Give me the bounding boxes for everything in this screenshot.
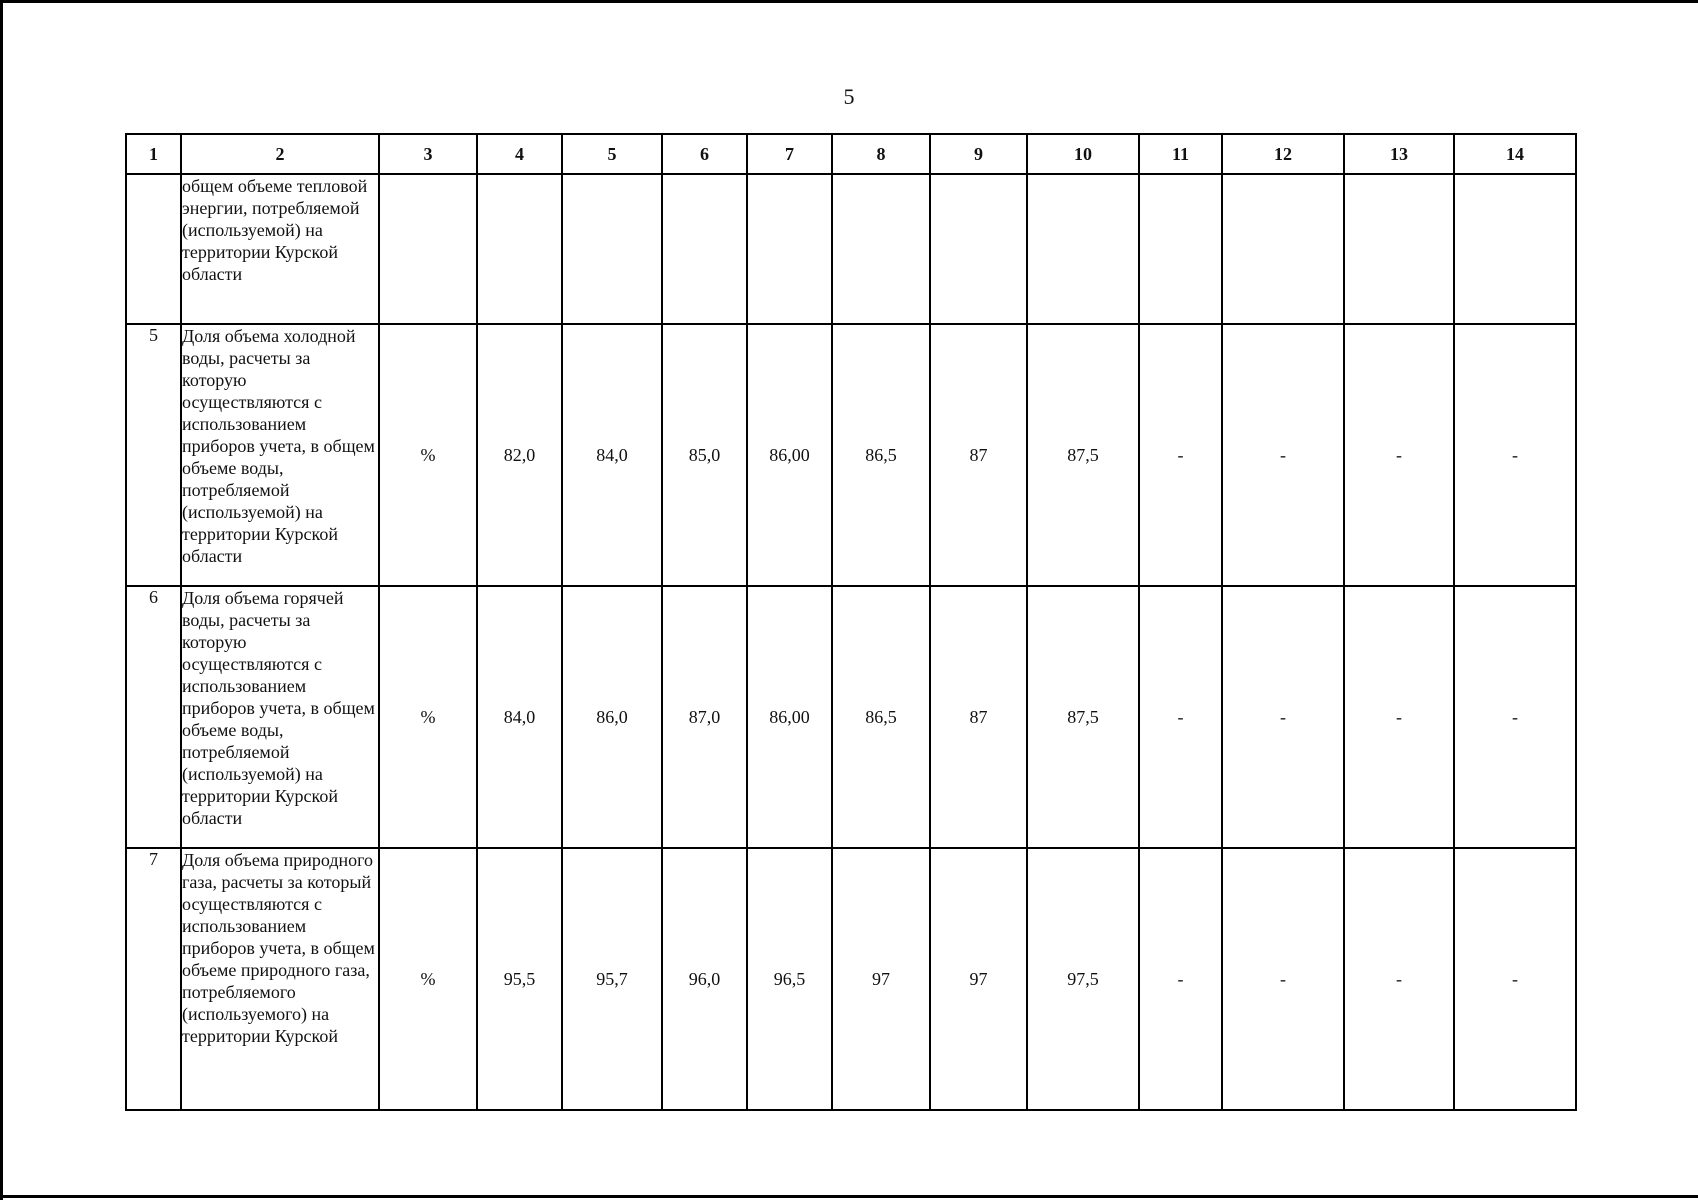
value-cell — [477, 174, 562, 324]
value-cell: 85,0 — [662, 324, 747, 586]
value-cell: - — [1454, 848, 1576, 1110]
table-row — [126, 324, 1576, 586]
unit-cell: % — [379, 848, 477, 1110]
column-header: 2 — [181, 134, 379, 174]
value-cell: - — [1139, 848, 1222, 1110]
column-header: 9 — [930, 134, 1027, 174]
column-header: 5 — [562, 134, 662, 174]
value-cell: - — [1454, 324, 1576, 586]
value-cell: 96,0 — [662, 848, 747, 1110]
value-cell: 87,0 — [662, 586, 747, 848]
scan-border-left — [0, 0, 3, 1200]
unit-cell: % — [379, 586, 477, 848]
value-cell: 95,7 — [562, 848, 662, 1110]
value-cell: - — [1139, 586, 1222, 848]
column-header: 6 — [662, 134, 747, 174]
value-cell — [1454, 174, 1576, 324]
value-cell: - — [1344, 324, 1454, 586]
value-cell: 86,00 — [747, 324, 832, 586]
indicators-table — [125, 133, 1577, 1111]
page-number: 5 — [843, 84, 855, 109]
table-row — [126, 848, 1576, 1110]
value-cell — [747, 174, 832, 324]
indicator-description: общем объеме тепловой энергии, потребляемой (используемой) на территории Курской области — [181, 174, 379, 324]
value-cell: 87,5 — [1027, 324, 1139, 586]
value-cell — [1344, 174, 1454, 324]
column-header: 10 — [1027, 134, 1139, 174]
value-cell: 86,00 — [747, 586, 832, 848]
table-row — [126, 586, 1576, 848]
value-cell: 87 — [930, 586, 1027, 848]
value-cell: 87 — [930, 324, 1027, 586]
value-cell: - — [1139, 324, 1222, 586]
row-number: 7 — [126, 848, 181, 1110]
value-cell — [1027, 174, 1139, 324]
value-cell — [562, 174, 662, 324]
value-cell — [662, 174, 747, 324]
column-header: 13 — [1344, 134, 1454, 174]
column-header: 8 — [832, 134, 930, 174]
column-header: 1 — [126, 134, 181, 174]
value-cell: 97,5 — [1027, 848, 1139, 1110]
column-header: 4 — [477, 134, 562, 174]
value-cell: 97 — [930, 848, 1027, 1110]
scan-border-bottom — [0, 1195, 1698, 1198]
value-cell: 97 — [832, 848, 930, 1110]
value-cell: - — [1222, 586, 1344, 848]
indicator-description: Доля объема природного газа, расчеты за который осуществляются с использованием приборов учета, в общем объеме природного газа, потребляемого (используемого) на территории Курской — [181, 848, 379, 1110]
column-header: 12 — [1222, 134, 1344, 174]
column-header: 11 — [1139, 134, 1222, 174]
unit-cell: % — [379, 324, 477, 586]
row-number — [126, 174, 181, 324]
value-cell: 86,5 — [832, 586, 930, 848]
value-cell — [930, 174, 1027, 324]
scan-border-top — [0, 0, 1698, 3]
table-row — [126, 174, 1576, 324]
value-cell: 84,0 — [562, 324, 662, 586]
value-cell: 82,0 — [477, 324, 562, 586]
value-cell — [1139, 174, 1222, 324]
value-cell: - — [1344, 848, 1454, 1110]
value-cell: 84,0 — [477, 586, 562, 848]
value-cell: 95,5 — [477, 848, 562, 1110]
indicator-description: Доля объема горячей воды, расчеты за которую осуществляются с использованием приборов учета, в общем объеме воды, потребляемой (используемой) на территории Курской области — [181, 586, 379, 848]
header-row — [126, 134, 1576, 174]
unit-cell — [379, 174, 477, 324]
value-cell: - — [1454, 586, 1576, 848]
column-header: 3 — [379, 134, 477, 174]
value-cell: 87,5 — [1027, 586, 1139, 848]
value-cell: 86,0 — [562, 586, 662, 848]
column-header: 14 — [1454, 134, 1576, 174]
value-cell — [832, 174, 930, 324]
row-number: 5 — [126, 324, 181, 586]
value-cell: 96,5 — [747, 848, 832, 1110]
value-cell — [1222, 174, 1344, 324]
value-cell: - — [1344, 586, 1454, 848]
column-header: 7 — [747, 134, 832, 174]
value-cell: - — [1222, 324, 1344, 586]
value-cell: - — [1222, 848, 1344, 1110]
row-number: 6 — [126, 586, 181, 848]
indicator-description: Доля объема холодной воды, расчеты за которую осуществляются с использованием приборов учета, в общем объеме воды, потребляемой (используемой) на территории Курской области — [181, 324, 379, 586]
value-cell: 86,5 — [832, 324, 930, 586]
